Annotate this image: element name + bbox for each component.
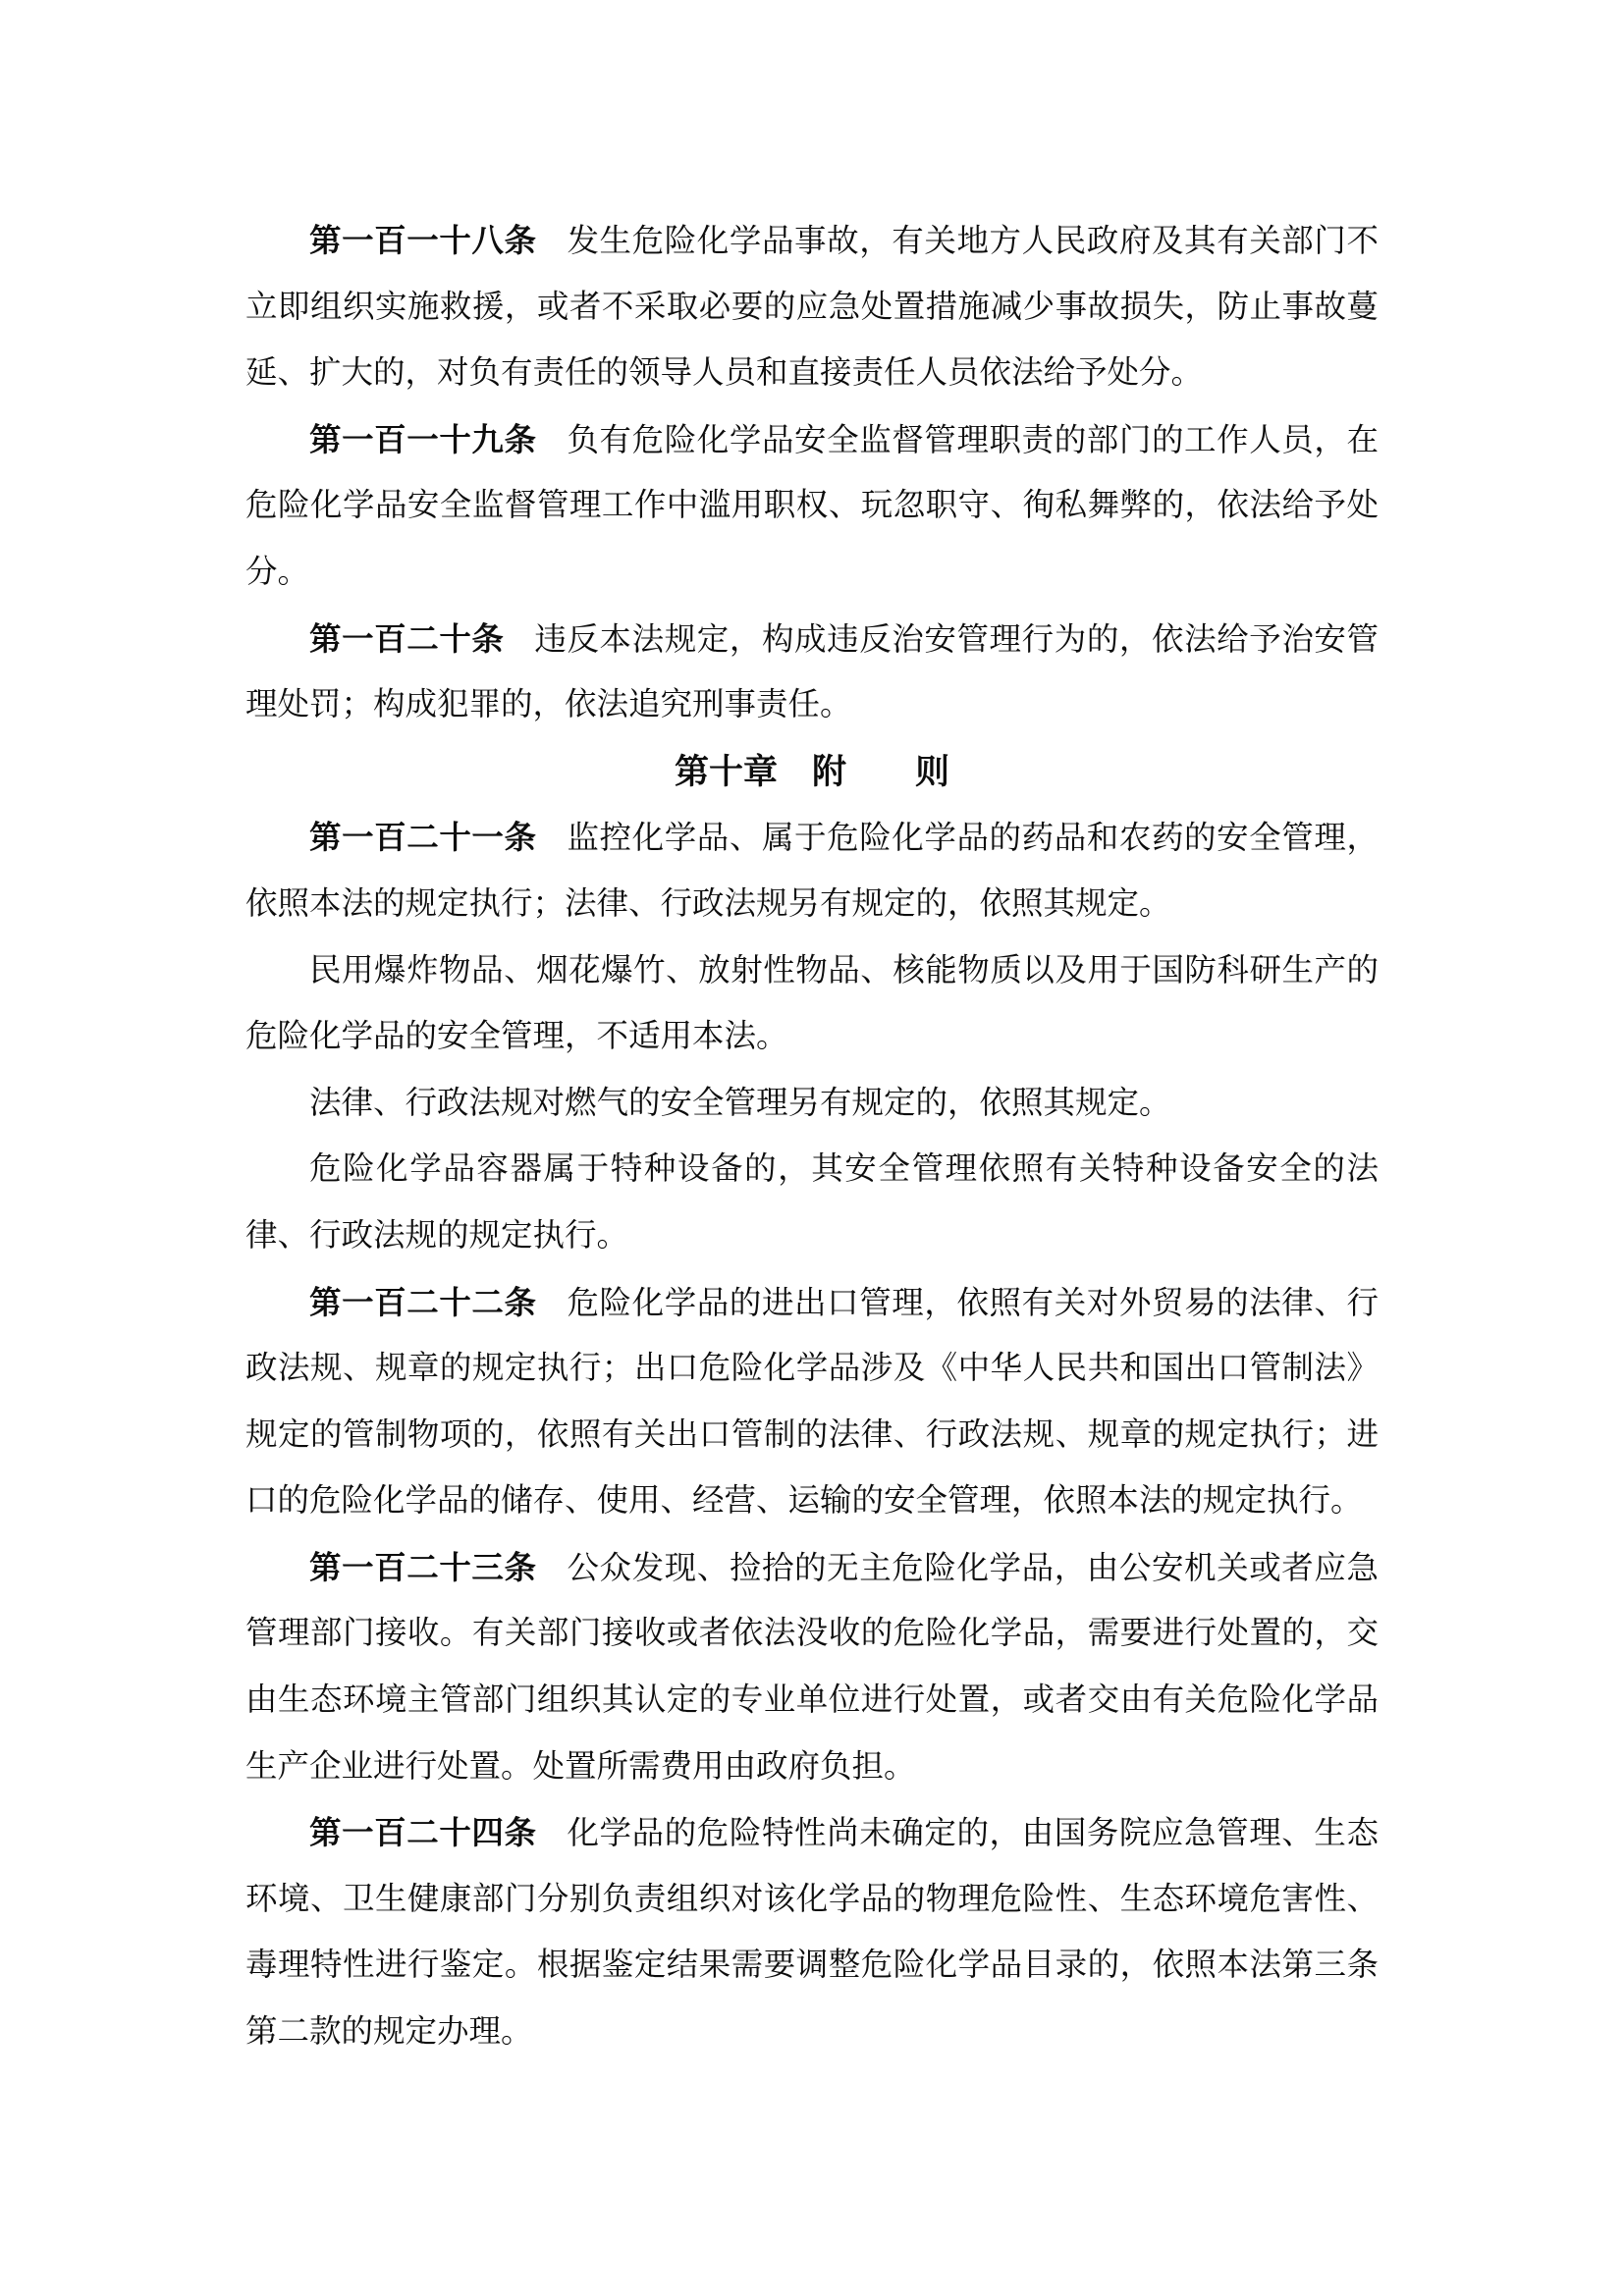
line-text: 毒理特性进行鉴定。根据鉴定结果需要调整危险化学品目录的，依照本法第三条: [245, 1948, 1379, 1984]
line-text: 律、行政法规的规定执行。: [245, 1217, 629, 1254]
article-number: 第一百一十九条: [309, 421, 537, 457]
line-text: 延、扩大的，对负有责任的领导人员和直接责任人员依法给予处分。: [245, 355, 1204, 392]
text-line: [245, 1800, 1379, 1867]
text-line: [245, 1668, 1379, 1735]
text-line: [245, 938, 1379, 1005]
text-line: [245, 1867, 1379, 1934]
line-text: 公众发现、捡拾的无主危险化学品，由公安机关或者应急: [567, 1550, 1379, 1586]
article-number: 第一百二十一条: [309, 820, 537, 856]
line-text: 管理部门接收。有关部门接收或者依法没收的危险化学品，需要进行处置的，交: [245, 1616, 1379, 1652]
text-line: [245, 872, 1379, 938]
line-text: 分。: [245, 554, 310, 590]
line-text: 环境、卫生健康部门分别负责组织对该化学品的物理危险性、生态环境危害性、: [245, 1881, 1379, 1917]
chapter-heading-text: 第十章 附 则: [674, 752, 949, 791]
text-line: [245, 1403, 1379, 1469]
line-text: 危险化学品的进出口管理，依照有关对外贸易的法律、行: [567, 1285, 1379, 1321]
line-text: 规定的管制物项的，依照有关出口管制的法律、行政法规、规章的规定执行；进: [245, 1416, 1379, 1453]
text-line: [245, 341, 1379, 407]
line-text: 立即组织实施救援，或者不采取必要的应急处置措施减少事故损失，防止事故蔓: [245, 289, 1379, 325]
line-text: 负有危险化学品安全监督管理职责的部门的工作人员，在: [567, 422, 1379, 458]
line-text: 第二款的规定办理。: [245, 2014, 533, 2051]
text-line: [245, 672, 1379, 739]
line-text: 发生危险化学品事故，有关地方人民政府及其有关部门不: [567, 224, 1379, 259]
line-text: 违反本法规定，构成违反治安管理行为的，依法给予治安管: [534, 621, 1379, 658]
article-number: 第一百二十条: [309, 620, 505, 657]
line-text: 监控化学品、属于危险化学品的药品和农药的安全管理，: [567, 821, 1379, 857]
line-text: 法律、行政法规对燃气的安全管理另有规定的，依照其规定。: [309, 1085, 1171, 1121]
line-text: 民用爆炸物品、烟花爆竹、放射性物品、核能物质以及用于国防科研生产的: [309, 952, 1379, 988]
article-number: 第一百二十二条: [309, 1284, 537, 1320]
text-line: [245, 540, 1379, 607]
text-line: [245, 1468, 1379, 1535]
document-text-block: [245, 208, 1379, 2066]
text-line: [245, 1535, 1379, 1602]
text-line: [245, 1336, 1379, 1403]
text-line: [245, 1004, 1379, 1071]
text-line: [245, 1137, 1379, 1203]
text-line: [245, 208, 1379, 275]
text-line: [245, 607, 1379, 673]
line-text: 理处罚；构成犯罪的，依法追究刑事责任。: [245, 687, 852, 723]
line-text: 危险化学品容器属于特种设备的，其安全管理依照有关特种设备安全的法: [309, 1151, 1379, 1188]
line-text: 化学品的危险特性尚未确定的，由国务院应急管理、生态: [567, 1816, 1379, 1852]
text-line: [245, 275, 1379, 342]
line-text: 依照本法的规定执行；法律、行政法规另有规定的，依照其规定。: [245, 885, 1171, 922]
text-line: [245, 1071, 1379, 1138]
text-line: [245, 1735, 1379, 1801]
line-text: 生产企业进行处置。处置所需费用由政府负担。: [245, 1748, 916, 1785]
line-text: 危险化学品安全监督管理工作中滥用职权、玩忽职守、徇私舞弊的，依法给予处: [245, 488, 1379, 524]
chapter-heading: [245, 739, 1379, 806]
line-text: 口的危险化学品的储存、使用、经营、运输的安全管理，依照本法的规定执行。: [245, 1483, 1363, 1520]
text-line: [245, 1270, 1379, 1337]
text-line: [245, 473, 1379, 540]
article-number: 第一百二十三条: [309, 1549, 537, 1585]
line-text: 危险化学品的安全管理，不适用本法。: [245, 1019, 788, 1055]
line-text: 由生态环境主管部门组织其认定的专业单位进行处置，或者交由有关危险化学品: [245, 1682, 1379, 1719]
text-line: [245, 1203, 1379, 1270]
line-text: 政法规、规章的规定执行；出口危险化学品涉及《中华人民共和国出口管制法》: [245, 1351, 1379, 1387]
text-line: [245, 805, 1379, 872]
text-line: [245, 1933, 1379, 2000]
article-number: 第一百二十四条: [309, 1815, 537, 1851]
text-line: [245, 2000, 1379, 2066]
text-line: [245, 407, 1379, 474]
article-number: 第一百一十八条: [309, 223, 537, 258]
text-line: [245, 1601, 1379, 1668]
